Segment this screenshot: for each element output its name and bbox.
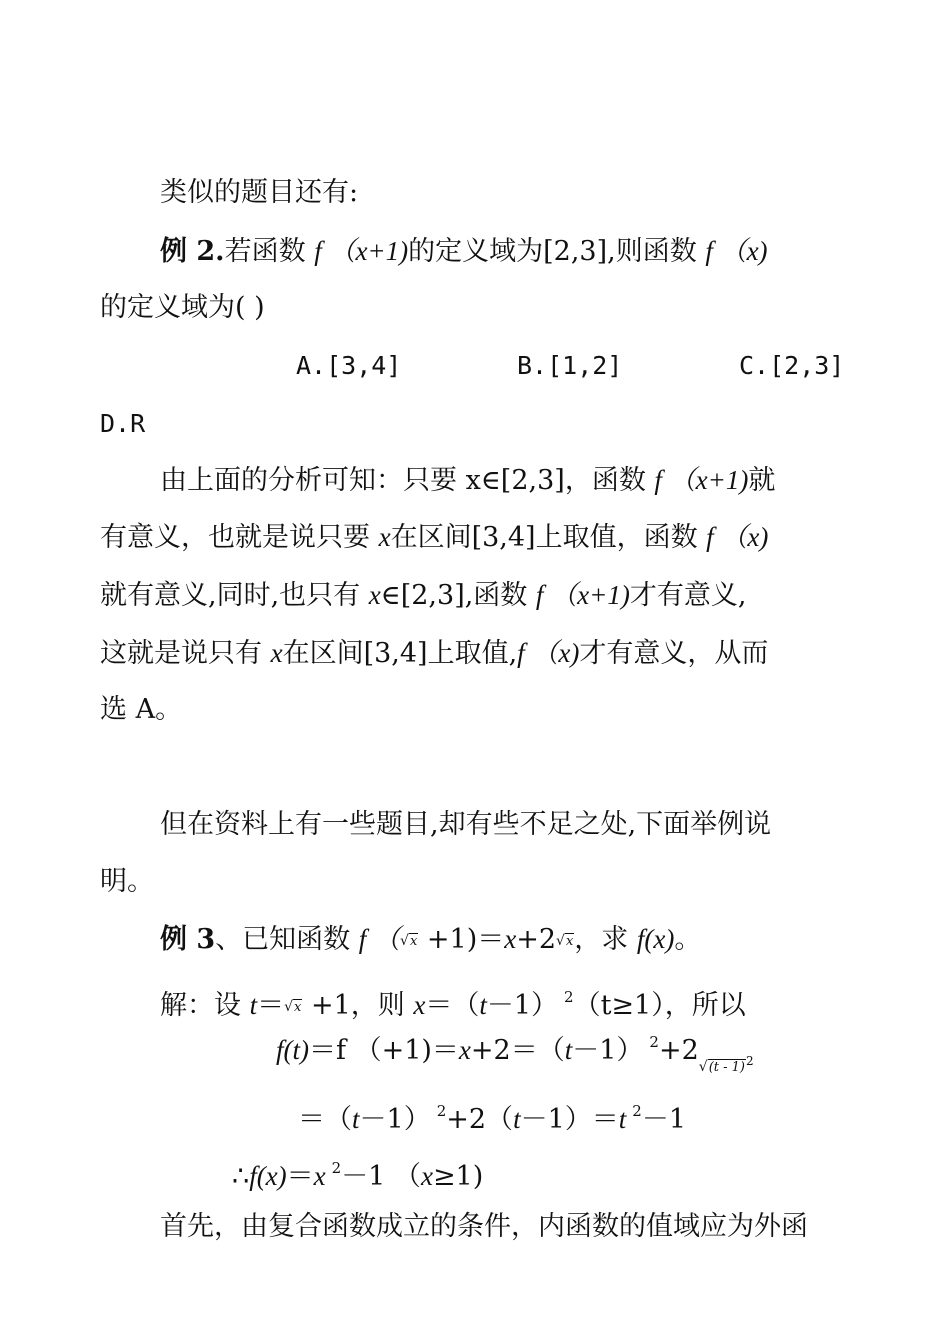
text: －1 (641, 1104, 687, 1135)
solution-line-1 (160, 980, 746, 1025)
math: f （x+1) (535, 580, 630, 610)
analysis-line-3 (100, 578, 746, 613)
sqrt-x: √x (556, 933, 574, 949)
text: －1）＝ (520, 1104, 619, 1135)
example-2-line-2: 的定义域为( ) (100, 292, 265, 323)
math: f （x) (705, 236, 768, 266)
text: ＝（ (298, 1104, 352, 1135)
math: t (249, 990, 258, 1020)
text: ＝ (286, 1161, 314, 1192)
text: +2 (658, 1035, 699, 1066)
text: 在区间[3,4]上取值，函数 (390, 522, 707, 553)
math: f （ (358, 924, 401, 954)
math: f （x) (706, 522, 769, 552)
math: x (413, 990, 426, 1020)
analysis-line-5: 选 A。 (100, 694, 183, 725)
text: +2（ (446, 1104, 514, 1135)
math: t (564, 1035, 573, 1065)
text: +1)＝ (418, 924, 505, 955)
text: +1，则 (302, 990, 414, 1021)
text: 才有意义, (629, 580, 747, 611)
math: f （x+1) (654, 465, 749, 495)
text: 在区间[3,4]上取值, (282, 638, 518, 669)
sqrt-x: √x (400, 933, 418, 949)
text: +2 (516, 924, 557, 955)
analysis-line-2 (100, 520, 768, 555)
option-b: B.[1,2] (517, 351, 623, 380)
sqrt-t-minus-1-squared: √(t - 1)2 (698, 1054, 754, 1075)
text: 的定义域为[2,3],则函数 (408, 236, 706, 267)
math: x (313, 1161, 326, 1191)
math: x (565, 934, 574, 949)
option-c: C.[2,3] (739, 351, 845, 380)
math: x (378, 522, 391, 552)
text: 才有意义，从而 (579, 638, 769, 669)
exponent: 2 (564, 988, 574, 1006)
solution-line-2 (276, 1025, 754, 1085)
text: 就 (748, 465, 776, 496)
para2-line-1: 但在资料上有一些题目,却有些不足之处,下面举例说 (160, 809, 772, 840)
exponent: 2 (436, 1102, 447, 1120)
math: (t - 1) (708, 1060, 745, 1075)
para2-line-2: 明。 (100, 866, 154, 897)
math: f(t) (276, 1035, 309, 1065)
analysis-line-4 (100, 636, 768, 671)
text: －1） (486, 990, 559, 1021)
text: 解：设 (160, 990, 250, 1021)
math: f(x) (636, 924, 675, 954)
text: （t≥1），所以 (573, 990, 746, 1021)
text: ∈[2,3],函数 (380, 580, 536, 611)
math: f （x+1) (314, 236, 409, 266)
exponent: 2 (746, 1054, 754, 1068)
math: t (352, 1104, 360, 1134)
analysis-line-1 (160, 463, 775, 498)
math: x (458, 1035, 471, 1065)
text: +2＝（ (470, 1035, 565, 1066)
text: ≥1) (432, 1161, 484, 1192)
text: ∴ (232, 1161, 250, 1192)
text: ＝ (257, 990, 285, 1021)
text: －1 （ (341, 1161, 421, 1192)
text: 有意义，也就是说只要 (100, 522, 379, 553)
math: x (270, 638, 283, 668)
text: ＝f （+1)＝ (309, 1035, 459, 1066)
example-2-label: 例 2. (160, 236, 225, 267)
math: x (368, 580, 381, 610)
math: t (513, 1104, 521, 1134)
math: x (504, 924, 517, 954)
solution-line-3 (298, 1094, 686, 1137)
option-d: D.R (100, 409, 146, 438)
math: x (409, 934, 418, 949)
text: 就有意义,同时,也只有 (100, 580, 369, 611)
text: 、已知函数 (215, 924, 359, 955)
last-line: 首先，由复合函数成立的条件，内函数的值域应为外函 (160, 1211, 808, 1242)
example-2-line-1 (160, 234, 768, 269)
math: x (294, 1000, 302, 1015)
exponent: 2 (632, 1102, 642, 1120)
math: t (479, 990, 487, 1020)
solution-line-4 (232, 1151, 483, 1194)
text: ＝（ (425, 990, 480, 1021)
text: 这就是说只有 (100, 638, 271, 669)
exponent: 2 (331, 1159, 342, 1177)
example-3-label: 例 3 (160, 924, 216, 955)
math: f(x) (249, 1161, 287, 1191)
math: t (618, 1104, 627, 1134)
math: f （x) (517, 638, 580, 668)
option-a: A.[3,4] (296, 351, 402, 380)
example-3-line (160, 922, 701, 959)
math: x (420, 1161, 433, 1191)
text: 若函数 (224, 236, 315, 267)
intro-line: 类似的题目还有: (160, 177, 359, 208)
exponent: 2 (649, 1033, 659, 1051)
text: ，求 (574, 924, 637, 955)
text: 由上面的分析可知：只要 (160, 465, 466, 496)
text: x∈[2,3]，函数 (465, 465, 655, 496)
text: －1） (359, 1104, 431, 1135)
sqrt-x: √x (284, 999, 302, 1015)
text: 。 (674, 924, 702, 955)
text: －1） (572, 1035, 644, 1066)
